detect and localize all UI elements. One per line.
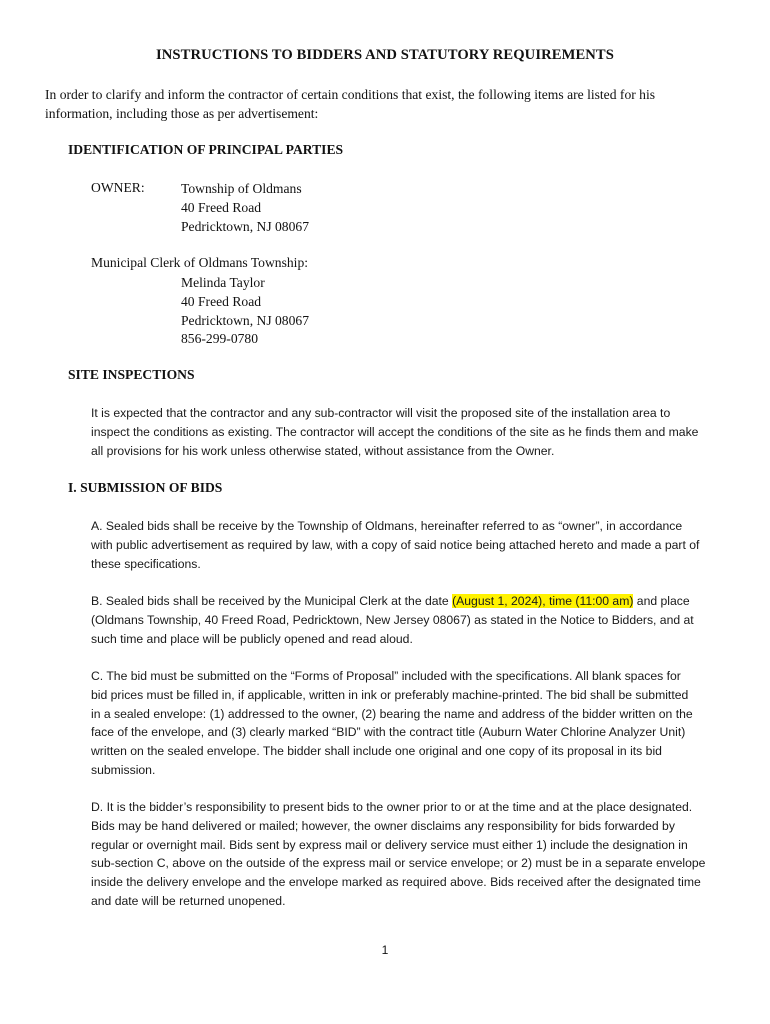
paragraph-b <box>91 592 731 648</box>
paragraph-line: such time and place will be publicly opened and read aloud. <box>91 631 413 646</box>
paragraph-line: It is expected that the contractor and any sub-contractor will visit the proposed site of the installation area to <box>91 406 671 420</box>
site-inspections-paragraph <box>91 404 731 460</box>
site-inspections-heading: SITE INSPECTIONS <box>68 367 195 382</box>
paragraph-line: D. It is the bidder’s responsibility to present bids to the owner prior to or at the time and at the place designated. <box>91 800 693 814</box>
submission-heading: I. SUBMISSION OF BIDS <box>68 480 223 495</box>
paragraph-line: written on the sealed envelope. The bidder shall include one original and one copy of its proposal in its bid <box>91 744 662 759</box>
paragraph-line: C. The bid must be submitted on the “Forms of Proposal” included with the specifications. All blank spaces for <box>91 669 681 683</box>
paragraph-line: these specifications. <box>91 556 201 571</box>
highlighted-date-time: (August 1, 2024), time (11:00 am) <box>452 594 634 608</box>
page-number: 1 <box>381 943 389 957</box>
clerk-line: 40 Freed Road <box>181 293 262 309</box>
clerk-address <box>181 274 309 349</box>
paragraph-b-text-before: B. Sealed bids shall be received by the Municipal Clerk at the date <box>91 594 453 608</box>
paragraph-line: and date will be returned unopened. <box>91 893 286 908</box>
paragraph-line: (Oldmans Township, 40 Freed Road, Pedricktown, New Jersey 08067) as stated in the Notice to Bidders, and at <box>91 612 694 627</box>
paragraph-line: sub-section C, above on the outside of the express mail or service envelope; or 2) must be in a separate envelope <box>91 856 706 871</box>
paragraph-line <box>91 592 731 611</box>
paragraph-line: A. Sealed bids shall be receive by the Township of Oldmans, hereinafter referred to as “owner”, in accordance <box>91 519 683 533</box>
paragraph-line: inspect the conditions as existing. The contractor will accept the conditions of the site as he finds them and make <box>91 424 699 439</box>
paragraph-line: inside the delivery envelope and the envelope marked as required above. Bids received after the designated time <box>91 875 701 890</box>
intro-line: In order to clarify and inform the contractor of certain conditions that exist, the following items are listed for his <box>45 87 656 102</box>
clerk-label: Municipal Clerk of Oldmans Township: <box>91 255 309 270</box>
paragraph-line: submission. <box>91 762 156 777</box>
paragraph-d <box>91 798 731 911</box>
owner-address <box>181 180 309 236</box>
paragraph-line: regular or overnight mail. Bids sent by express mail or delivery service must either 1) include the designation in <box>91 837 688 852</box>
paragraph-line: with public advertisement as required by law, with a copy of said notice being attached hereto and made a part of <box>91 537 700 552</box>
paragraph-a <box>91 517 731 573</box>
owner-line: Pedricktown, NJ 08067 <box>181 218 309 234</box>
identification-heading: IDENTIFICATION OF PRINCIPAL PARTIES <box>68 142 344 157</box>
owner-line: Township of Oldmans <box>181 181 302 196</box>
paragraph-c <box>91 667 731 780</box>
paragraph-line: all provisions for his work unless otherwise stated, without assistance from the Owner. <box>91 443 555 458</box>
paragraph-line: bid prices must be filled in, if applicable, written in ink or preferably machine-printed. The bid shall be submitted <box>91 687 689 702</box>
paragraph-line: face of the envelope, and (3) clearly marked “BID” with the contract title (Auburn Water Chlorine Analyzer Unit) <box>91 725 686 740</box>
paragraph-line: in a sealed envelope: (1) addressed to the owner, (2) bearing the name and address of the bidder written on the <box>91 706 693 721</box>
owner-line: 40 Freed Road <box>181 199 262 215</box>
clerk-line: 856-299-0780 <box>181 331 259 347</box>
paragraph-line: Bids may be hand delivered or mailed; however, the owner disclaims any responsibility for bids forwarded by <box>91 818 675 833</box>
clerk-line: Pedricktown, NJ 08067 <box>181 312 309 328</box>
intro-line: information, including those as per advertisement: <box>45 105 319 121</box>
page-title: INSTRUCTIONS TO BIDDERS AND STATUTORY REQUIREMENTS <box>156 47 614 63</box>
intro-paragraph <box>45 86 735 124</box>
owner-label: OWNER: <box>91 180 145 195</box>
clerk-line: Melinda Taylor <box>181 275 265 290</box>
paragraph-b-text-after: and place <box>633 594 690 608</box>
